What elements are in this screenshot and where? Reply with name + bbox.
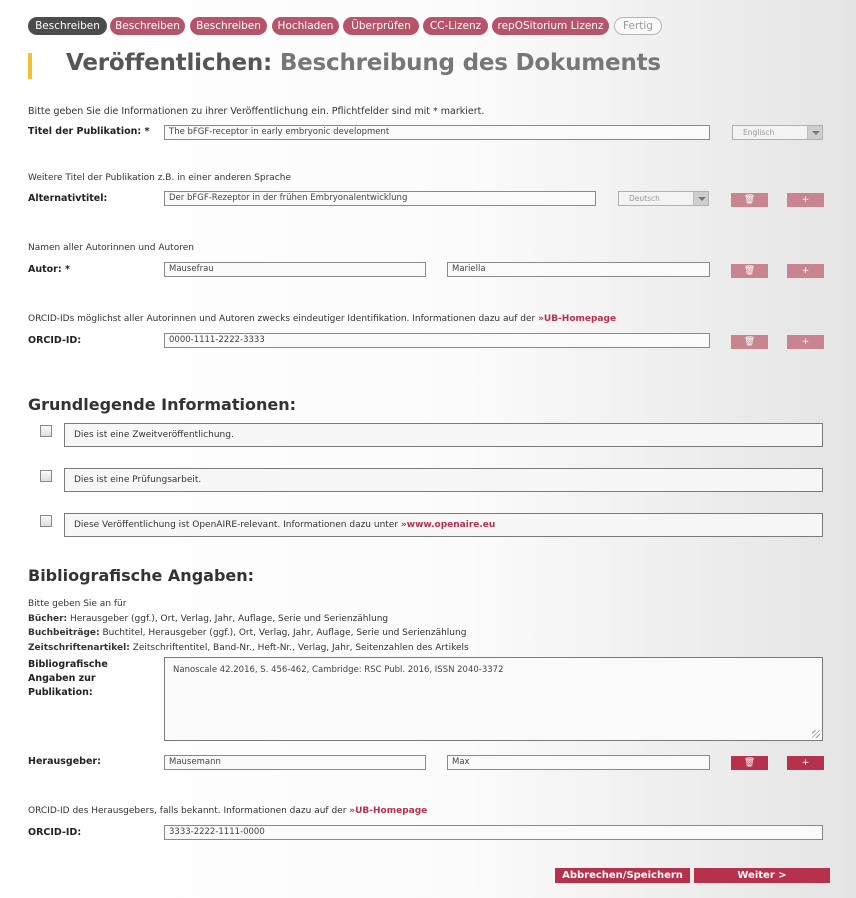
option-pruefungsarbeit [64,468,823,492]
biblio-textarea[interactable] [164,657,823,741]
editor-orcid-hint [28,806,427,816]
orcid-input[interactable]: 0000-1111-2222-3333 [164,333,710,348]
editor-delete-button[interactable] [731,756,768,770]
orcid-label: ORCID-ID: [28,335,82,346]
page-title [66,50,661,76]
step-beschreiben-2[interactable]: Beschreiben [110,17,185,35]
plus-icon: + [801,195,810,205]
alt-title-hint: Weitere Titel der Publikation z.B. in einer anderen Sprache [28,173,291,183]
trash-icon: 🗑 [743,266,756,276]
biblio-hint-books: Bücher: Herausgeber (ggf.), Ort, Verlag, Jahr, Auflage, Serie und Serienzählung [28,613,389,624]
step-fertig: Fertig [614,17,662,35]
authors-hint: Namen aller Autorinnen und Autoren [28,243,194,253]
trash-icon: 🗑 [743,758,756,768]
editor-label: Herausgeber: [28,756,101,767]
alt-title-input[interactable]: Der bFGF-Rezeptor in der frühen Embryonalentwicklung [164,191,596,206]
plus-icon: + [801,337,810,347]
editor-orcid-ub-homepage-link[interactable]: » UB-Homepage [349,806,427,816]
checkbox-openaire[interactable] [40,515,52,527]
basic-info-heading: Grundlegende Informationen: [28,395,296,414]
biblio-hint-chapters: Buchbeiträge: Buchtitel, Herausgeber (ggf.), Ort, Verlag, Jahr, Auflage, Serie und Serienzählung [28,628,467,638]
trash-icon: 🗑 [743,337,756,347]
orcid-hint-text: ORCID-IDs möglichst aller Autorinnen und Autoren zwecks eindeutiger Identifikation. Informationen dazu auf der [28,314,536,324]
author-label: Autor: * [28,264,70,275]
editor-orcid-input[interactable]: 3333-2222-1111-0000 [164,825,823,840]
step-hochladen[interactable]: Hochladen [272,17,339,35]
step-beschreiben-1[interactable]: Beschreiben [28,17,107,35]
alt-title-language-select[interactable] [618,191,709,206]
option-text: Diese Veröffentlichung ist OpenAIRE-relevant. Informationen dazu unter [74,520,399,530]
orcid-delete-button[interactable] [731,335,768,349]
intro-text: Bitte geben Sie die Informationen zu ihrer Veröffentlichung ein. Pflichtfelder sind mit * markiert. [28,106,485,117]
author-delete-button[interactable] [731,264,768,278]
alt-title-add-button[interactable] [787,193,824,207]
page-title-part1: Veröffentlichen: [66,50,273,76]
alt-title-language-value: Deutsch [629,194,660,203]
option-zweitveroeffentlichung [64,423,823,447]
orcid-add-button[interactable] [787,335,824,349]
biblio-heading: Bibliografische Angaben: [28,566,255,585]
biblio-hints [28,597,469,655]
openaire-link[interactable]: » www.openaire.eu [401,520,495,530]
editor-lastname-input[interactable]: Mausemann [164,755,426,770]
step-repositorium-lizenz[interactable]: repOSitorium Lizenz [492,17,609,35]
trash-icon: 🗑 [743,195,756,205]
author-lastname-input[interactable]: Mausefrau [164,262,426,277]
option-text: Dies ist eine Zweitveröffentlichung. [74,430,234,440]
editor-orcid-label: ORCID-ID: [28,827,82,838]
editor-firstname-input[interactable]: Max [447,755,710,770]
checkbox-zweitveroeffentlichung[interactable] [40,425,52,437]
chevron-down-icon [807,126,822,139]
author-add-button[interactable] [787,264,824,278]
biblio-hint-intro: Bitte geben Sie an für [28,599,127,609]
orcid-ub-homepage-link[interactable]: » UB-Homepage [538,314,616,324]
chevron-down-icon [693,192,708,205]
next-button[interactable]: Weiter > [694,868,830,883]
alt-title-delete-button[interactable] [731,193,768,207]
editor-add-button[interactable] [787,756,824,770]
biblio-label: Bibliografische Angaben zur Publikation: [28,659,108,698]
step-cc-lizenz[interactable]: CC-Lizenz [423,17,488,35]
resize-grip-icon[interactable] [812,730,820,738]
orcid-hint [28,314,616,324]
plus-icon: + [801,266,810,276]
title-label: Titel der Publikation: * [28,126,150,137]
title-language-select[interactable] [732,125,823,140]
author-firstname-input[interactable]: Mariella [447,262,710,277]
alt-title-label: Alternativtitel: [28,193,108,204]
step-beschreiben-3[interactable]: Beschreiben [190,17,267,35]
page-title-part2: Beschreibung des Dokuments [279,50,661,76]
option-text: Dies ist eine Prüfungsarbeit. [74,475,202,485]
plus-icon: + [801,758,810,768]
step-ueberpruefen[interactable]: Überprüfen [343,17,419,35]
editor-orcid-hint-text: ORCID-ID des Herausgebers, falls bekannt. Informationen dazu auf der [28,806,347,816]
cancel-save-button[interactable]: Abbrechen/Speichern [555,868,690,883]
biblio-hint-articles: Zeitschriftenartikel: Zeitschriftentitel, Band-Nr., Heft-Nr., Verlag, Jahr, Seitenzahlen des Artikels [28,642,469,653]
biblio-value: Nanoscale 42.2016, S. 456-462, Cambridge: RSC Publ. 2016, ISSN 2040-3372 [173,665,504,675]
title-accent-bar [28,53,32,79]
title-input[interactable]: The bFGF-receptor in early embryonic development [164,125,710,140]
title-language-value: Englisch [743,128,775,137]
checkbox-pruefungsarbeit[interactable] [40,470,52,482]
option-openaire [64,513,823,537]
